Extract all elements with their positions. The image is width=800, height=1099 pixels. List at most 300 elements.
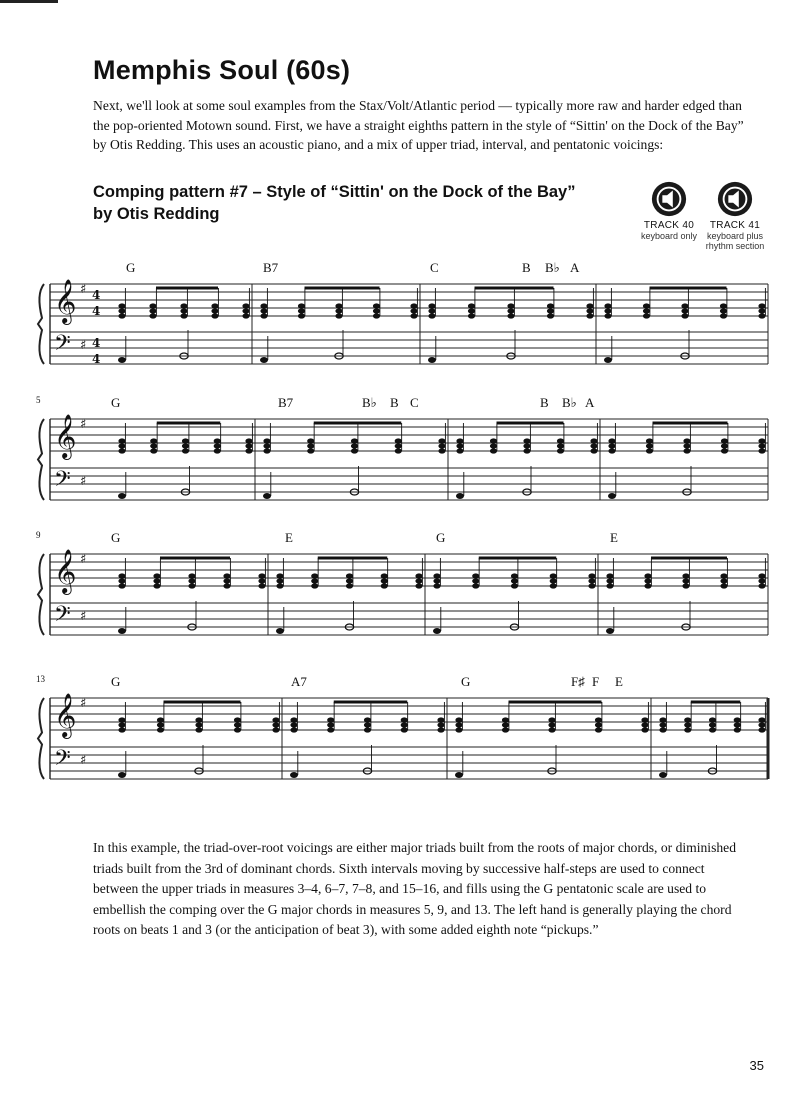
note-head <box>118 443 125 448</box>
note-head <box>311 583 318 588</box>
note-head <box>298 313 305 318</box>
track-41-number: TRACK 41 <box>709 220 761 231</box>
brace <box>38 419 44 500</box>
note-head <box>720 303 727 308</box>
note-head <box>276 573 283 578</box>
bass-note <box>433 628 441 634</box>
note-head <box>242 303 249 308</box>
note-head <box>456 438 463 443</box>
note-head <box>335 313 342 318</box>
sharp-sign: ♯ <box>80 753 87 768</box>
track-41-button[interactable] <box>700 180 770 251</box>
note-head <box>468 303 475 308</box>
note-head <box>335 303 342 308</box>
pattern-title-line2: by Otis Redding <box>93 205 220 223</box>
note-head <box>758 727 765 732</box>
note-head <box>258 583 265 588</box>
bass-note <box>523 489 531 495</box>
bass-note <box>708 768 716 774</box>
bass-note <box>345 624 353 630</box>
note-head <box>223 578 230 583</box>
note-head <box>523 448 530 453</box>
note-head <box>364 727 371 732</box>
note-head <box>456 448 463 453</box>
note-head <box>608 448 615 453</box>
note-head <box>272 722 279 727</box>
bass-note <box>335 353 343 359</box>
note-head <box>595 727 602 732</box>
note-head <box>180 303 187 308</box>
note-head <box>118 583 125 588</box>
note-head <box>511 578 518 583</box>
note-head <box>681 308 688 313</box>
note-head <box>260 313 267 318</box>
note-head <box>683 448 690 453</box>
chord-symbol: G <box>111 395 121 410</box>
bass-note <box>681 353 689 359</box>
note-head <box>758 308 765 313</box>
note-head <box>709 727 716 732</box>
note-head <box>507 308 514 313</box>
bass-note <box>659 772 667 778</box>
note-head <box>263 443 270 448</box>
note-head <box>468 313 475 318</box>
sharp-sign: ♯ <box>80 282 87 297</box>
bass-clef: 𝄢 <box>54 746 71 776</box>
note-head <box>547 313 554 318</box>
note-head <box>682 583 689 588</box>
note-head <box>373 308 380 313</box>
time-signature: 4 <box>92 288 101 302</box>
note-head <box>606 578 613 583</box>
intro-paragraph: Next, we'll look at some soul examples from the Stax/Volt/Atlantic period — typically more raw and harder edged than the pop-oriented Motown sound. First, we have a straight eighths pattern in the style of “Sittin' on the Dock of the Bay” by Otis Redding. This uses an acoustic piano, and a mix of upper triad, interval, and pentatonic voicings: <box>93 98 744 152</box>
chord-symbol: B <box>522 260 531 275</box>
track-40-button[interactable] <box>634 180 704 241</box>
note-head <box>272 717 279 722</box>
note-head <box>604 303 611 308</box>
note-head <box>263 448 270 453</box>
note-head <box>364 722 371 727</box>
bass-note <box>260 357 268 363</box>
chord-symbol: C <box>410 395 419 410</box>
chord-symbol: A7 <box>291 674 307 689</box>
note-head <box>373 303 380 308</box>
note-head <box>118 727 125 732</box>
note-head <box>472 583 479 588</box>
chord-symbol: G <box>126 260 136 275</box>
note-head <box>214 448 221 453</box>
note-head <box>758 578 765 583</box>
chord-symbol: F <box>592 674 600 689</box>
chord-symbol: F♯ <box>571 674 585 689</box>
note-head <box>588 583 595 588</box>
note-head <box>758 722 765 727</box>
note-head <box>150 438 157 443</box>
note-head <box>415 573 422 578</box>
bass-note <box>290 772 298 778</box>
note-head <box>195 727 202 732</box>
note-head <box>437 727 444 732</box>
time-signature: 4 <box>92 336 101 350</box>
chord-symbol: C <box>430 260 439 275</box>
note-head <box>118 438 125 443</box>
note-head <box>684 717 691 722</box>
note-head <box>438 443 445 448</box>
note-head <box>758 313 765 318</box>
measure-number: 13 <box>36 674 45 684</box>
note-head <box>335 308 342 313</box>
note-head <box>455 722 462 727</box>
note-head <box>195 717 202 722</box>
note-head <box>401 727 408 732</box>
note-head <box>211 308 218 313</box>
note-head <box>758 443 765 448</box>
note-head <box>263 438 270 443</box>
page-title: Memphis Soul (60s) <box>93 55 351 85</box>
brace <box>38 284 44 364</box>
note-head <box>351 443 358 448</box>
bass-note <box>456 493 464 499</box>
note-head <box>311 573 318 578</box>
note-head <box>188 578 195 583</box>
note-head <box>433 578 440 583</box>
sharp-sign: ♯ <box>80 609 87 624</box>
note-head <box>153 583 160 588</box>
note-head <box>550 578 557 583</box>
track-40-desc: keyboard only <box>640 231 698 241</box>
note-head <box>683 443 690 448</box>
note-head <box>502 727 509 732</box>
bass-clef: 𝄢 <box>54 331 71 361</box>
note-head <box>758 573 765 578</box>
note-head <box>149 308 156 313</box>
note-head <box>511 583 518 588</box>
note-head <box>188 573 195 578</box>
bass-note <box>608 493 616 499</box>
chord-symbol: E <box>615 674 623 689</box>
note-head <box>641 727 648 732</box>
note-head <box>242 313 249 318</box>
explanation-paragraph: In this example, the triad-over-root voicings are either major triads built from the roots of major chords, or diminished triads built from the 3rd of dominant chords. Sixth intervals moving by successive half-steps are used to connect between the upper triads in measures 3–4, 6–7, 7–8, and 15–16, and fills using the G pentatonic scale are used to embellish the comping over the G major chords in measures 5, 9, and 13. The left hand is generally playing the chord roots on beats 1 and 3 (or the anticipation of beat 3), with some added eighth note “pickups.” <box>93 840 736 937</box>
note-head <box>327 727 334 732</box>
note-head <box>180 313 187 318</box>
note-head <box>214 443 221 448</box>
note-head <box>428 308 435 313</box>
chord-symbol: B <box>540 395 549 410</box>
note-head <box>180 308 187 313</box>
sharp-sign: ♯ <box>80 552 87 567</box>
note-head <box>606 583 613 588</box>
note-head <box>490 443 497 448</box>
bass-note <box>118 628 126 634</box>
note-head <box>681 313 688 318</box>
note-head <box>548 727 555 732</box>
note-head <box>346 573 353 578</box>
note-head <box>586 308 593 313</box>
note-head <box>373 313 380 318</box>
note-head <box>511 573 518 578</box>
note-head <box>547 308 554 313</box>
note-head <box>557 443 564 448</box>
note-head <box>548 722 555 727</box>
note-head <box>490 448 497 453</box>
bass-note <box>195 768 203 774</box>
note-head <box>118 308 125 313</box>
chord-symbol: B♭ <box>562 395 577 410</box>
note-head <box>290 717 297 722</box>
note-head <box>472 573 479 578</box>
note-head <box>211 303 218 308</box>
note-head <box>149 313 156 318</box>
note-head <box>608 443 615 448</box>
bass-clef: 𝄢 <box>54 467 71 497</box>
note-head <box>118 303 125 308</box>
note-head <box>327 717 334 722</box>
sharp-sign: ♯ <box>80 474 87 489</box>
pattern-heading <box>93 181 633 225</box>
note-head <box>646 443 653 448</box>
chord-symbol: A <box>570 260 580 275</box>
note-head <box>720 313 727 318</box>
note-head <box>118 578 125 583</box>
note-head <box>245 448 252 453</box>
note-head <box>644 583 651 588</box>
note-head <box>234 727 241 732</box>
note-head <box>709 722 716 727</box>
note-head <box>721 448 728 453</box>
treble-clef: 𝄞 <box>54 414 77 458</box>
note-head <box>149 303 156 308</box>
note-head <box>684 727 691 732</box>
note-head <box>118 722 125 727</box>
note-head <box>550 583 557 588</box>
note-head <box>234 717 241 722</box>
note-head <box>410 303 417 308</box>
note-head <box>157 717 164 722</box>
note-head <box>182 448 189 453</box>
bass-note <box>181 489 189 495</box>
note-head <box>118 573 125 578</box>
note-head <box>455 727 462 732</box>
bass-note <box>188 624 196 630</box>
note-head <box>523 443 530 448</box>
note-head <box>118 448 125 453</box>
note-head <box>214 438 221 443</box>
note-head <box>195 722 202 727</box>
sharp-sign: ♯ <box>80 696 87 711</box>
note-head <box>720 583 727 588</box>
note-head <box>364 717 371 722</box>
note-head <box>272 727 279 732</box>
note-head <box>720 308 727 313</box>
measure-number: 9 <box>36 530 41 540</box>
note-head <box>395 443 402 448</box>
note-head <box>659 722 666 727</box>
track-40-number: TRACK 40 <box>643 220 695 231</box>
note-head <box>590 443 597 448</box>
note-head <box>276 578 283 583</box>
bass-note <box>118 493 126 499</box>
note-head <box>381 573 388 578</box>
bass-note <box>683 489 691 495</box>
chord-symbol: E <box>610 530 618 545</box>
note-head <box>395 438 402 443</box>
note-head <box>681 303 688 308</box>
note-head <box>557 438 564 443</box>
bass-note <box>455 772 463 778</box>
note-head <box>547 303 554 308</box>
chord-symbol: B♭ <box>545 260 560 275</box>
note-head <box>683 438 690 443</box>
note-head <box>428 303 435 308</box>
note-head <box>643 303 650 308</box>
note-head <box>410 313 417 318</box>
bass-note <box>507 353 515 359</box>
page-number: 35 <box>749 1058 764 1073</box>
treble-clef: 𝄞 <box>54 279 77 323</box>
note-head <box>395 448 402 453</box>
note-head <box>709 717 716 722</box>
speaker-icon <box>650 180 688 218</box>
note-head <box>507 303 514 308</box>
chord-symbol: G <box>111 674 121 689</box>
note-head <box>258 573 265 578</box>
note-head <box>351 438 358 443</box>
note-head <box>646 448 653 453</box>
note-head <box>351 448 358 453</box>
note-head <box>734 717 741 722</box>
note-head <box>290 722 297 727</box>
note-head <box>245 438 252 443</box>
note-head <box>182 443 189 448</box>
note-head <box>682 578 689 583</box>
note-head <box>234 722 241 727</box>
note-head <box>586 313 593 318</box>
note-head <box>223 573 230 578</box>
note-head <box>502 722 509 727</box>
note-head <box>604 313 611 318</box>
note-head <box>721 443 728 448</box>
bass-note <box>180 353 188 359</box>
note-head <box>381 578 388 583</box>
bass-note <box>682 624 690 630</box>
bass-note <box>548 768 556 774</box>
note-head <box>157 722 164 727</box>
note-head <box>595 722 602 727</box>
note-head <box>721 438 728 443</box>
note-head <box>659 717 666 722</box>
note-head <box>157 727 164 732</box>
note-head <box>415 583 422 588</box>
bass-note <box>118 357 126 363</box>
measure-number: 5 <box>36 395 41 405</box>
note-head <box>472 578 479 583</box>
chord-symbol: G <box>461 674 471 689</box>
brace <box>38 554 44 635</box>
note-head <box>502 717 509 722</box>
note-head <box>307 438 314 443</box>
note-head <box>548 717 555 722</box>
note-head <box>298 303 305 308</box>
note-head <box>758 583 765 588</box>
note-head <box>644 578 651 583</box>
chord-symbol: B7 <box>278 395 294 410</box>
note-head <box>150 443 157 448</box>
chord-symbol: G <box>436 530 446 545</box>
note-head <box>428 313 435 318</box>
note-head <box>590 438 597 443</box>
note-head <box>153 573 160 578</box>
note-head <box>490 438 497 443</box>
note-head <box>641 717 648 722</box>
header-rule <box>0 0 58 3</box>
note-head <box>659 727 666 732</box>
note-head <box>150 448 157 453</box>
note-head <box>242 308 249 313</box>
chord-symbol: B♭ <box>362 395 377 410</box>
brace <box>38 698 44 779</box>
treble-clef: 𝄞 <box>54 693 77 737</box>
note-head <box>588 578 595 583</box>
note-head <box>720 578 727 583</box>
note-head <box>586 303 593 308</box>
note-head <box>643 313 650 318</box>
note-head <box>758 303 765 308</box>
note-head <box>758 717 765 722</box>
note-head <box>437 717 444 722</box>
note-head <box>507 313 514 318</box>
note-head <box>245 443 252 448</box>
note-head <box>437 722 444 727</box>
note-head <box>608 438 615 443</box>
bass-note <box>604 357 612 363</box>
note-head <box>734 727 741 732</box>
note-head <box>298 308 305 313</box>
bass-note <box>428 357 436 363</box>
note-head <box>307 448 314 453</box>
note-head <box>595 717 602 722</box>
note-head <box>211 313 218 318</box>
note-head <box>327 722 334 727</box>
note-head <box>606 573 613 578</box>
note-head <box>456 443 463 448</box>
chord-symbol: B7 <box>263 260 279 275</box>
chord-symbol: G <box>111 530 121 545</box>
note-head <box>258 578 265 583</box>
bass-note <box>263 493 271 499</box>
note-head <box>118 717 125 722</box>
note-head <box>223 583 230 588</box>
note-head <box>682 573 689 578</box>
note-head <box>604 308 611 313</box>
note-head <box>118 313 125 318</box>
note-head <box>734 722 741 727</box>
chord-symbol: B <box>390 395 399 410</box>
pattern-title-line1: Comping pattern #7 – Style of “Sittin' on the Dock of the Bay” <box>93 183 576 201</box>
note-head <box>311 578 318 583</box>
note-head <box>455 717 462 722</box>
note-head <box>401 722 408 727</box>
bass-note <box>118 772 126 778</box>
track-41-desc-2: rhythm section <box>705 241 765 251</box>
note-head <box>188 583 195 588</box>
note-head <box>641 722 648 727</box>
time-signature: 4 <box>92 304 101 318</box>
note-head <box>644 573 651 578</box>
chord-symbol: A <box>585 395 595 410</box>
note-head <box>438 448 445 453</box>
note-head <box>260 308 267 313</box>
